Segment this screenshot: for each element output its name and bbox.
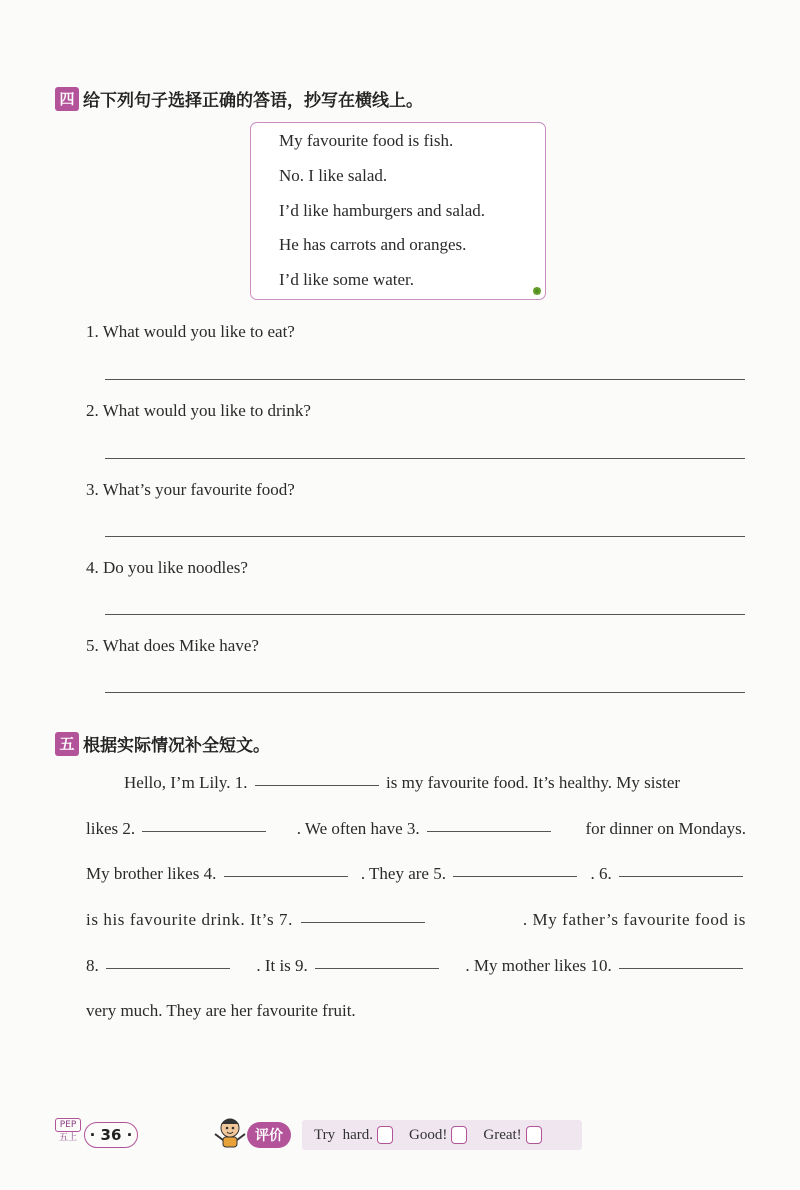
rating-great: Great!	[483, 1126, 541, 1144]
choice-item: My favourite food is fish.	[279, 131, 454, 150]
answer-choices-box	[250, 122, 546, 300]
section-number: 五	[55, 732, 79, 756]
section-5-header	[55, 731, 270, 756]
section-title: 给下列句子选择正确的答语，抄写在横线上。	[83, 91, 423, 111]
blank-9[interactable]	[315, 967, 439, 969]
rating-checkbox[interactable]	[377, 1126, 393, 1144]
blank-10[interactable]	[619, 967, 743, 969]
evaluation-label: 评价	[247, 1122, 291, 1148]
paragraph-line-6: very much. They are her favourite fruit.	[86, 1001, 356, 1020]
blank-4[interactable]	[224, 875, 348, 877]
paragraph-line-3: My brother likes 4. . They are 5. . 6.	[86, 864, 746, 884]
section-4-header	[55, 86, 423, 111]
rating-good: Good!	[409, 1126, 467, 1144]
answer-line-5[interactable]	[105, 692, 745, 693]
question-5: 5. What does Mike have?	[86, 636, 259, 655]
question-3: 3. What’s your favourite food?	[86, 480, 295, 499]
blank-8[interactable]	[106, 967, 230, 969]
paragraph-line-1: Hello, I’m Lily. 1. is my favourite food. It’s healthy. My sister	[124, 773, 681, 792]
page-number: · 36 ·	[84, 1122, 138, 1148]
answer-line-3[interactable]	[105, 536, 745, 537]
answer-line-1[interactable]	[105, 379, 745, 380]
question-2: 2. What would you like to drink?	[86, 401, 311, 420]
choice-item: I’d like hamburgers and salad.	[279, 201, 485, 220]
leaf-icon	[531, 285, 543, 297]
paragraph-line-5: 8. . It is 9. . My mother likes 10.	[86, 956, 746, 976]
rating-checkbox[interactable]	[451, 1126, 467, 1144]
blank-1[interactable]	[255, 784, 379, 786]
blank-2[interactable]	[142, 830, 266, 832]
mascot-icon	[210, 1112, 250, 1152]
blank-3[interactable]	[427, 830, 551, 832]
section-number: 四	[55, 87, 79, 111]
blank-5[interactable]	[453, 875, 577, 877]
rating-try-hard: Try hard.	[314, 1126, 393, 1144]
paragraph-line-4: is his favourite drink. It’s 7. . My father’s favourite food is	[86, 910, 746, 929]
answer-line-4[interactable]	[105, 614, 745, 615]
blank-6[interactable]	[619, 875, 743, 877]
rating-checkbox[interactable]	[526, 1126, 542, 1144]
section-title: 根据实际情况补全短文。	[83, 736, 270, 756]
answer-line-2[interactable]	[105, 458, 745, 459]
evaluation-strip	[302, 1120, 582, 1150]
question-1: 1. What would you like to eat?	[86, 322, 295, 341]
paragraph-line-2: likes 2. . We often have 3. for dinner on Mondays.	[86, 819, 746, 838]
choice-item: He has carrots and oranges.	[279, 235, 467, 254]
pep-badge: PEP 五上	[55, 1118, 81, 1144]
blank-7[interactable]	[301, 921, 425, 923]
choice-item: I’d like some water.	[279, 270, 415, 289]
question-4: 4. Do you like noodles?	[86, 558, 248, 577]
choice-item: No. I like salad.	[279, 166, 388, 185]
